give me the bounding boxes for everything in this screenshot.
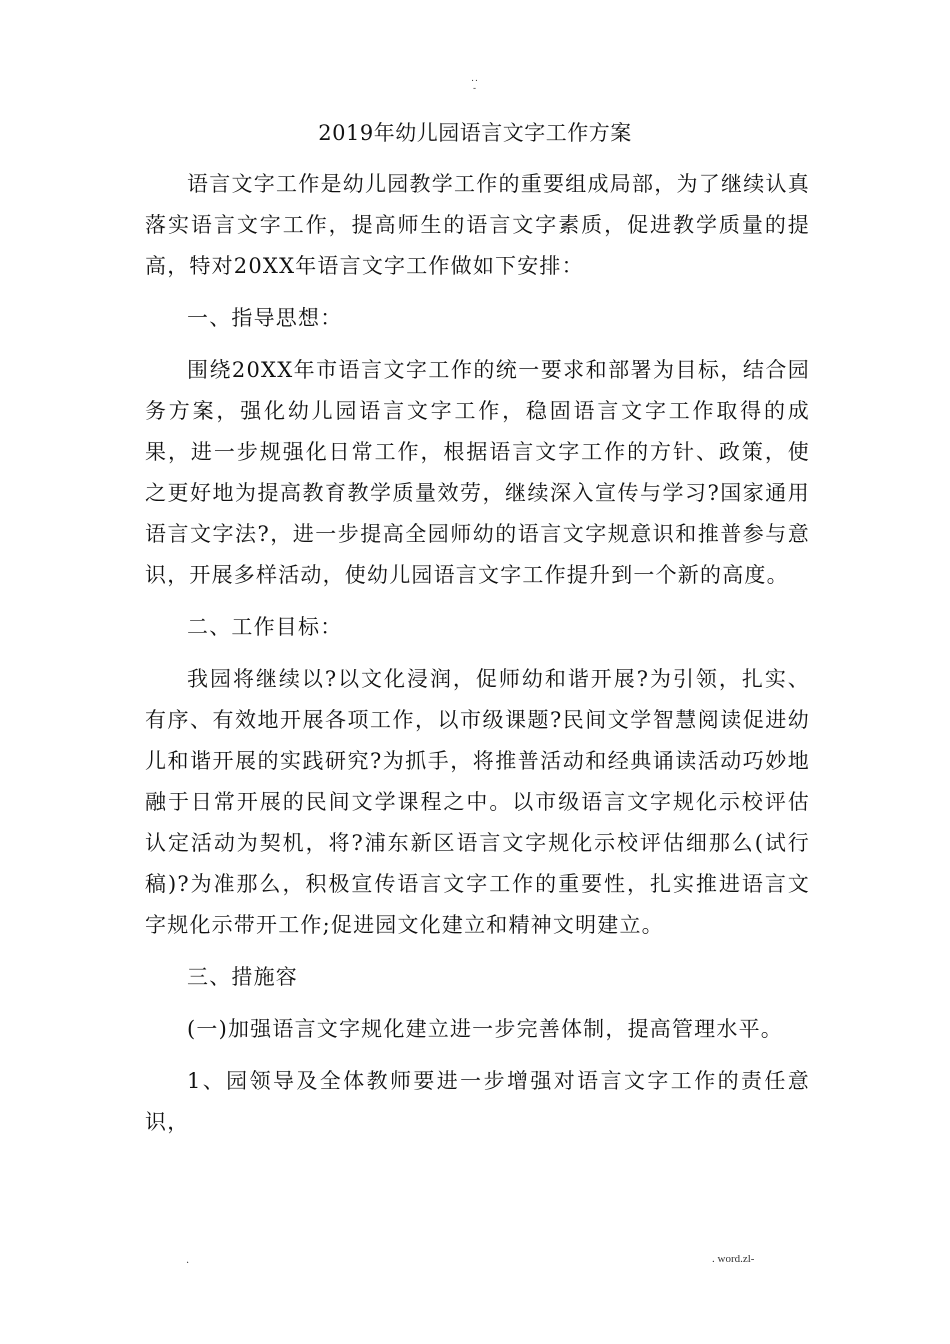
footer-source-text: . word.zl- [712, 1253, 755, 1265]
paragraph-measures-item-1: 1、园领导及全体教师要进一步增强对语言文字工作的责任意识， [145, 1069, 810, 1134]
header-mark-dots: .. [471, 74, 479, 84]
header-mark [0, 74, 950, 94]
footer-left-mark: . [186, 1255, 190, 1266]
header-mark-dash: - [472, 84, 478, 94]
section-heading-guiding-thought: 一、指导思想： [187, 306, 343, 330]
document-title: 2019年幼儿园语言文字工作方案 [318, 121, 632, 145]
paragraph-work-goals: 我园将继续以?以文化浸润，促师幼和谐开展?为引领，扎实、有序、有效地开展各项工作，以市级课题?民间文学智慧阅读促进幼儿和谐开展的实践研究?为抓手，将推普活动和经典诵读活动巧妙地融于日常开展的民间文学课程之中。以市级语言文字规化示校评估认定活动为契机，将?浦东新区语言文字规化示校评估细那么(试行稿)?为准那么，积极宣传语言文字工作的重要性，扎实推进语言文字规化示带开工作;促进园文化建立和精神文明建立。 [145, 667, 810, 937]
section-heading-work-goals: 二、工作目标： [187, 615, 343, 639]
paragraph-intro: 语言文字工作是幼儿园教学工作的重要组成局部，为了继续认真落实语言文字工作，提高师生的语言文字素质，促进教学质量的提高，特对20XX年语言文字工作做如下安排： [145, 172, 810, 278]
document-body [145, 164, 810, 1154]
paragraph-measures-sub-1: (一)加强语言文字规化建立进一步完善体制，提高管理水平。 [187, 1017, 783, 1041]
paragraph-guiding-thought: 围绕20XX年市语言文字工作的统一要求和部署为目标，结合园务方案，强化幼儿园语言文字工作，稳固语言文字工作取得的成果，进一步规强化日常工作，根据语言文字工作的方针、政策，使之更好地为提高教育教学质量效劳，继续深入宣传与学习?国家通用语言文字法?，进一步提高全园师幼的语言文字规意识和推普参与意识，开展多样活动，使幼儿园语言文字工作提升到一个新的高度。 [145, 358, 810, 587]
section-heading-measures: 三、措施容 [187, 965, 298, 989]
